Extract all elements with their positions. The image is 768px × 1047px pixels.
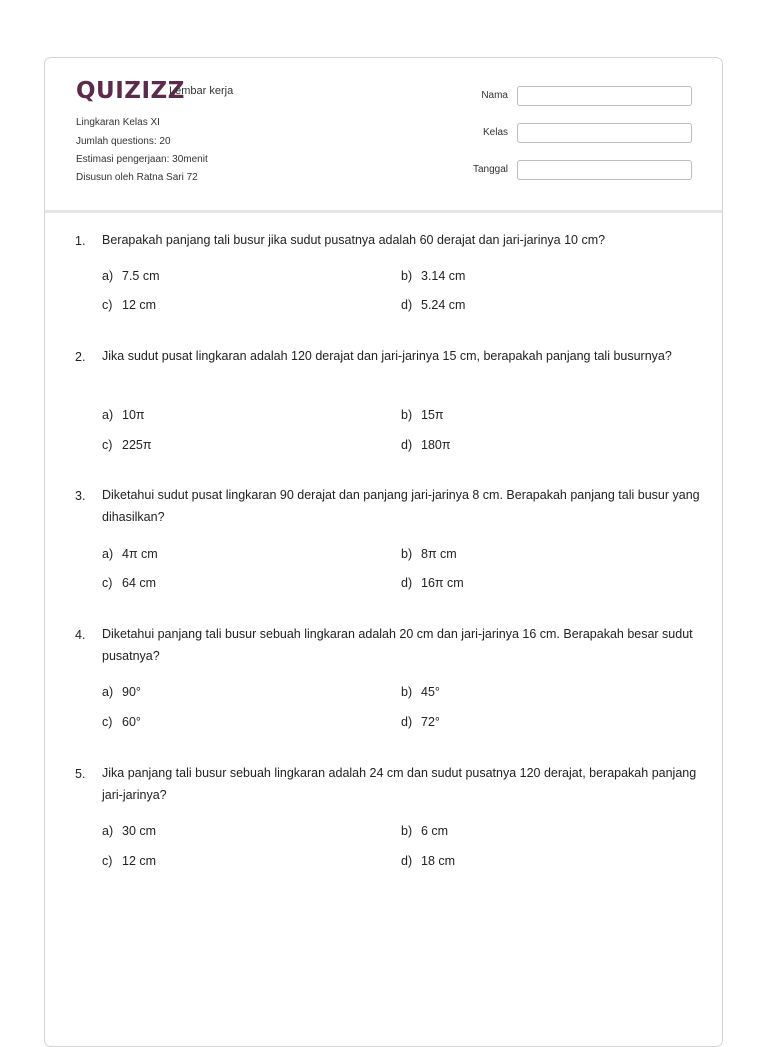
option-letter: d) xyxy=(401,715,413,729)
question-number: 5. xyxy=(75,767,86,781)
option-text: 8π cm xyxy=(421,547,457,561)
question-text: Diketahui panjang tali busur sebuah lingkaran adalah 20 cm dan jari-jarinya 16 cm. Berapakah besar sudut pusatnya? xyxy=(102,627,693,663)
author: Disusun oleh Ratna Sari 72 xyxy=(76,172,198,183)
question-text: Jika sudut pusat lingkaran adalah 120 derajat dan jari-jarinya 15 cm, berapakah panjang tali busurnya? xyxy=(102,349,672,363)
option-text: 4π cm xyxy=(122,547,158,561)
option-a xyxy=(102,269,160,283)
option-letter: b) xyxy=(401,408,413,422)
worksheet-header xyxy=(45,58,722,213)
question-number: 1. xyxy=(75,234,86,248)
option-letter: b) xyxy=(401,269,413,283)
option-d xyxy=(401,438,450,452)
option-c xyxy=(102,715,141,729)
question-number: 4. xyxy=(75,628,86,642)
option-text: 12 cm xyxy=(122,854,157,868)
question-text: Berapakah panjang tali busur jika sudut pusatnya adalah 60 derajat dan jari-jarinya 10 cm? xyxy=(102,233,606,247)
option-d xyxy=(401,298,465,312)
option-text: 60° xyxy=(122,715,141,729)
option-letter: d) xyxy=(401,576,413,590)
option-b xyxy=(401,547,457,561)
option-letter: d) xyxy=(401,854,413,868)
option-b xyxy=(401,408,444,422)
option-letter: c) xyxy=(102,298,113,312)
option-letter: d) xyxy=(401,298,413,312)
option-text: 10π xyxy=(122,408,145,422)
option-letter: a) xyxy=(102,685,114,699)
option-b xyxy=(401,685,440,699)
option-b xyxy=(401,269,465,283)
option-d xyxy=(401,576,464,590)
option-letter: a) xyxy=(102,547,114,561)
option-letter: c) xyxy=(102,438,113,452)
option-text: 3.14 cm xyxy=(421,269,466,283)
option-letter: b) xyxy=(401,547,413,561)
option-text: 64 cm xyxy=(122,576,157,590)
option-a xyxy=(102,408,145,422)
option-text: 18 cm xyxy=(421,854,456,868)
option-letter: a) xyxy=(102,269,114,283)
question-count: Jumlah questions: 20 xyxy=(76,136,171,147)
worksheet-page xyxy=(44,57,723,1047)
option-text: 12 cm xyxy=(122,298,157,312)
option-letter: c) xyxy=(102,854,113,868)
worksheet-label: Lembar kerja xyxy=(169,85,234,97)
option-text: 6 cm xyxy=(421,824,449,838)
option-c xyxy=(102,576,156,590)
option-letter: a) xyxy=(102,408,114,422)
option-text: 30 cm xyxy=(122,824,157,838)
option-text: 16π cm xyxy=(421,576,464,590)
option-d xyxy=(401,854,455,868)
date-label: Tanggal xyxy=(472,164,508,175)
option-text: 7.5 cm xyxy=(122,269,160,283)
question-text: Jika panjang tali busur sebuah lingkaran adalah 24 cm dan sudut pusatnya 120 derajat, berapakah panjang jari-jarinya? xyxy=(102,766,697,802)
date-field[interactable] xyxy=(517,160,692,180)
time-estimate: Estimasi pengerjaan: 30menit xyxy=(76,154,208,165)
option-c xyxy=(102,438,151,452)
option-text: 72° xyxy=(421,715,440,729)
class-field[interactable] xyxy=(517,123,692,143)
question-number: 2. xyxy=(75,350,86,364)
option-letter: c) xyxy=(102,715,113,729)
option-b xyxy=(401,824,448,838)
quizizz-logo: QUIZIZZ xyxy=(76,78,185,104)
option-letter: b) xyxy=(401,685,413,699)
option-d xyxy=(401,715,440,729)
option-text: 5.24 cm xyxy=(421,298,466,312)
option-c xyxy=(102,854,156,868)
question-number: 3. xyxy=(75,489,86,503)
option-letter: b) xyxy=(401,824,413,838)
worksheet-title: Lingkaran Kelas XI xyxy=(76,117,160,128)
name-label: Nama xyxy=(481,90,508,101)
option-text: 15π xyxy=(421,408,444,422)
name-field[interactable] xyxy=(517,86,692,106)
option-text: 180π xyxy=(421,438,451,452)
option-text: 225π xyxy=(122,438,152,452)
option-letter: c) xyxy=(102,576,113,590)
option-a xyxy=(102,547,158,561)
option-letter: a) xyxy=(102,824,114,838)
option-a xyxy=(102,685,141,699)
option-a xyxy=(102,824,156,838)
class-label: Kelas xyxy=(482,127,508,138)
option-text: 90° xyxy=(122,685,141,699)
question-text: Diketahui sudut pusat lingkaran 90 derajat dan panjang jari-jarinya 8 cm. Berapakah panjang tali busur yang dihasilkan? xyxy=(102,488,700,524)
option-letter: d) xyxy=(401,438,413,452)
option-text: 45° xyxy=(421,685,440,699)
option-c xyxy=(102,298,156,312)
